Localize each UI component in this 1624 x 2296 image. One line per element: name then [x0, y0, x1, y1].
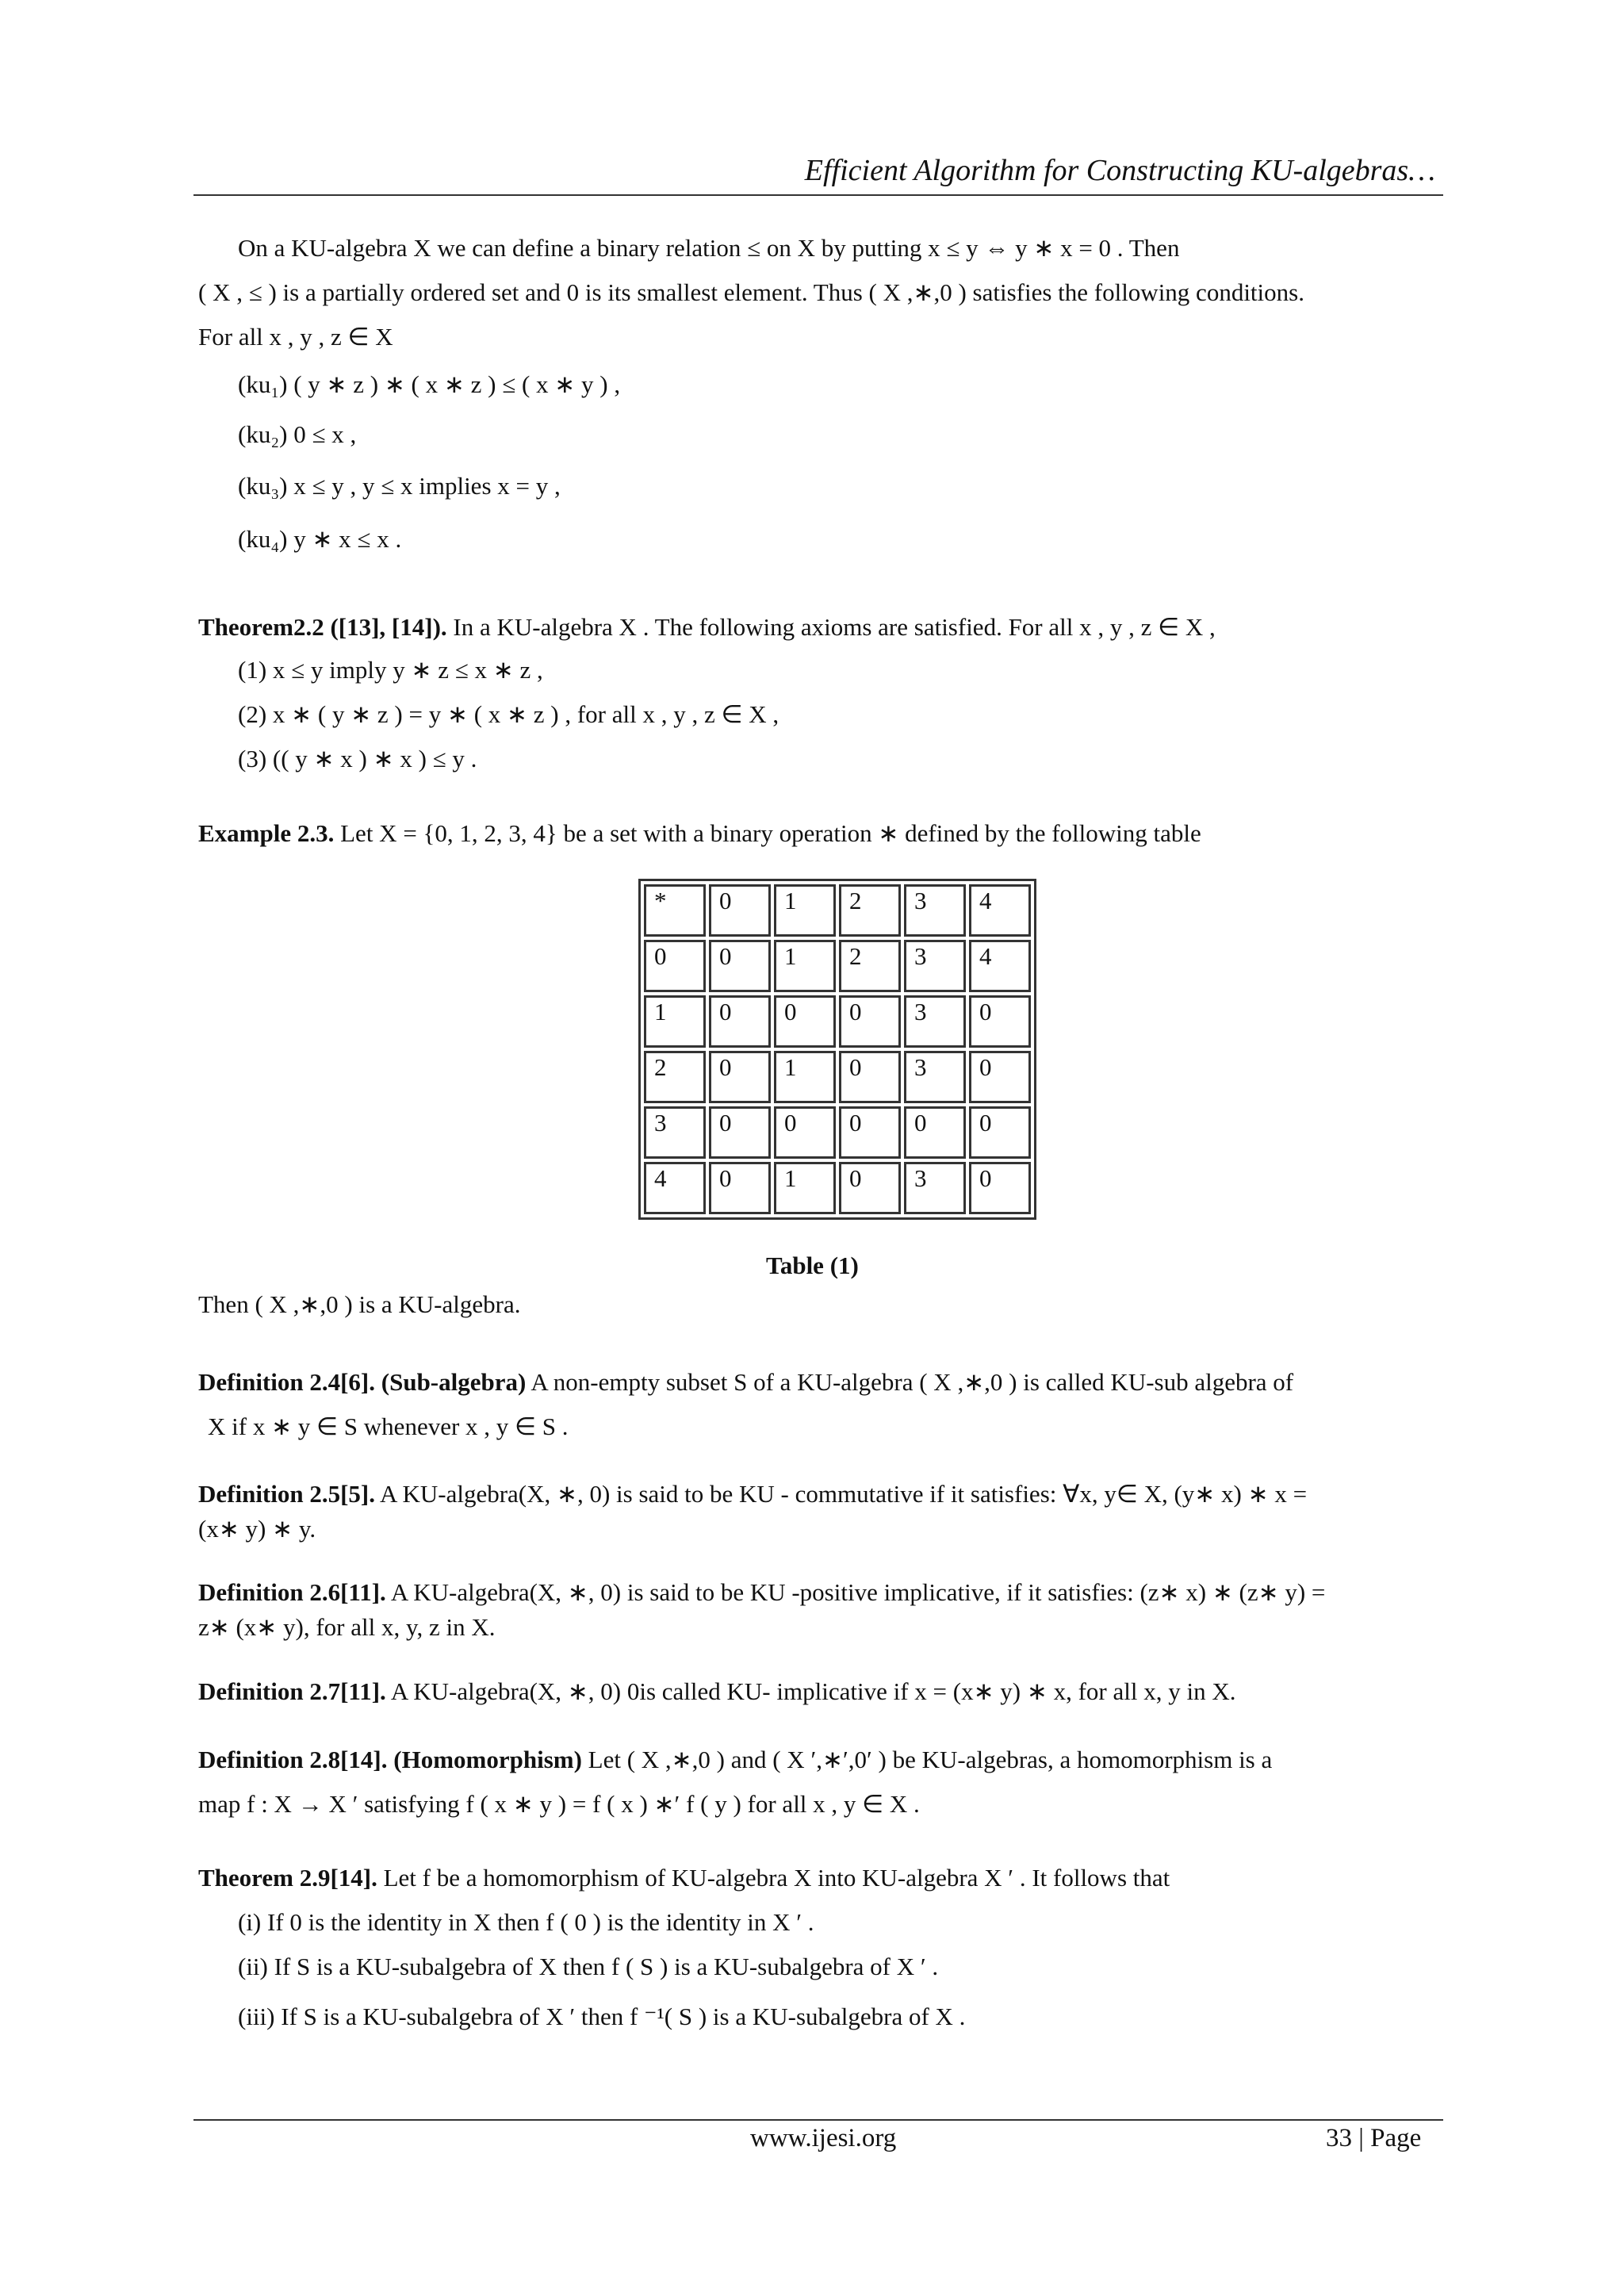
- table-cell: 1: [644, 995, 706, 1048]
- table-cell: 4: [969, 940, 1031, 992]
- definition-2-5-line-2: (x∗ y) ∗ y.: [198, 1515, 316, 1543]
- table-cell: 3: [904, 1162, 966, 1214]
- table-cell: 0: [969, 1162, 1031, 1214]
- table-cell: 2: [644, 1051, 706, 1103]
- table-cell: 0: [839, 1162, 901, 1214]
- theorem-2-9-item-ii: (ii) If S is a KU-subalgebra of X then f ( S ) is a KU-subalgebra of X ′ .: [238, 1953, 939, 1980]
- table-cell: 0: [969, 1051, 1031, 1103]
- theorem-2-9-item-i: (i) If 0 is the identity in X then f ( 0 ) is the identity in X ′ .: [238, 1908, 814, 1936]
- definition-2-5: [198, 1480, 1307, 1508]
- header-rule: [193, 194, 1443, 196]
- definition-2-6-label: Definition 2.6[11].: [198, 1578, 386, 1606]
- table-row: [644, 884, 1031, 937]
- table-cell: 0: [904, 1106, 966, 1159]
- axiom-ku3: (ku₃) x ≤ y , y ≤ x implies x = y ,: [238, 472, 561, 500]
- table-cell: 4: [644, 1162, 706, 1214]
- table-cell: 0: [839, 1051, 901, 1103]
- table-cell: 0: [709, 940, 771, 992]
- table-cell: 0: [709, 1051, 771, 1103]
- table-cell: 1: [774, 1162, 836, 1214]
- definition-2-4-label: Definition 2.4[6]. (Sub-algebra): [198, 1368, 527, 1396]
- theorem-2-2-item-1: (1) x ≤ y imply y ∗ z ≤ x ∗ z ,: [238, 656, 543, 684]
- table-cell: 4: [969, 884, 1031, 937]
- example-2-3-label: Example 2.3.: [198, 819, 335, 847]
- definition-2-4-text: A non-empty subset S of a KU-algebra ( X ,∗,0 ) is called KU-sub algebra of: [526, 1368, 1294, 1396]
- theorem-2-9-item-iii: (iii) If S is a KU-subalgebra of X ′ then f ⁻¹( S ) is a KU-subalgebra of X .: [238, 2003, 966, 2030]
- table-cell: 3: [904, 995, 966, 1048]
- table-cell: 0: [709, 884, 771, 937]
- definition-2-8-label: Definition 2.8[14]. (Homomorphism): [198, 1746, 582, 1773]
- theorem-2-2-item-3: (3) (( y ∗ x ) ∗ x ) ≤ y .: [238, 745, 477, 772]
- axiom-ku2: (ku₂) 0 ≤ x ,: [238, 420, 357, 448]
- axiom-ku4: (ku₄) y ∗ x ≤ x .: [238, 525, 402, 553]
- theorem-2-2-item-2: (2) x ∗ ( y ∗ z ) = y ∗ ( x ∗ z ) , for all x , y , z ∈ X ,: [238, 700, 779, 728]
- intro-line-2: ( X , ≤ ) is a partially ordered set and 0 is its smallest element. Thus ( X ,∗,0 ) satisfies the following conditions.: [198, 278, 1304, 306]
- definition-2-8-line-2: map f : X → X ′ satisfying f ( x ∗ y ) = f ( x ) ∗′ f ( y ) for all x , y ∈ X .: [198, 1790, 920, 1818]
- example-2-3-conclusion: Then ( X ,∗,0 ) is a KU-algebra.: [198, 1290, 521, 1318]
- definition-2-7-text: A KU-algebra(X, ∗, 0) 0is called KU- implicative if x = (x∗ y) ∗ x, for all x, y in X.: [385, 1677, 1236, 1705]
- theorem-2-2: [198, 613, 1216, 642]
- theorem-2-2-text: In a KU-algebra X . The following axioms are satisfied. For all x , y , z ∈ X ,: [446, 613, 1216, 641]
- table-cell: 1: [774, 940, 836, 992]
- axiom-ku1: (ku₁) ( y ∗ z ) ∗ ( x ∗ z ) ≤ ( x ∗ y ) ,: [238, 370, 621, 398]
- example-2-3: [198, 819, 1201, 848]
- definition-2-4: [198, 1368, 1293, 1397]
- table-cell: *: [644, 884, 706, 937]
- table-cell: 1: [774, 884, 836, 937]
- definition-2-7-label: Definition 2.7[11].: [198, 1677, 386, 1705]
- table-cell: 0: [774, 995, 836, 1048]
- intro-line-3: For all x , y , z ∈ X: [198, 323, 393, 351]
- table-cell: 1: [774, 1051, 836, 1103]
- definition-2-5-text: A KU-algebra(X, ∗, 0) is said to be KU - commutative if it satisfies: ∀x, y∈ X, (y∗ x) ∗ x =: [375, 1480, 1308, 1508]
- table-cell: 0: [709, 995, 771, 1048]
- definition-2-4-line-2: X if x ∗ y ∈ S whenever x , y ∈ S .: [208, 1412, 569, 1440]
- table-cell: 0: [709, 1162, 771, 1214]
- footer-url: www.ijesi.org: [750, 2124, 897, 2152]
- footer-page-number: 33 | Page: [1326, 2124, 1422, 2152]
- table-row: [644, 1051, 1031, 1103]
- theorem-2-9-text: Let f be a homomorphism of KU-algebra X into KU-algebra X ′ . It follows that: [377, 1864, 1170, 1892]
- table-row: [644, 995, 1031, 1048]
- table-cell: 3: [904, 1051, 966, 1103]
- operation-table: [638, 879, 1036, 1220]
- table-row: [644, 940, 1031, 992]
- table-cell: 0: [969, 1106, 1031, 1159]
- definition-2-6-line-2: z∗ (x∗ y), for all x, y, z in X.: [198, 1613, 496, 1641]
- table-cell: 0: [839, 995, 901, 1048]
- table-cell: 0: [774, 1106, 836, 1159]
- table-caption: Table (1): [766, 1251, 859, 1279]
- table-cell: 3: [904, 940, 966, 992]
- table-row: [644, 1162, 1031, 1214]
- definition-2-6: [198, 1578, 1325, 1607]
- theorem-2-9-label: Theorem 2.9[14].: [198, 1864, 377, 1892]
- table-cell: 0: [839, 1106, 901, 1159]
- example-2-3-text: Let X = {0, 1, 2, 3, 4} be a set with a binary operation ∗ defined by the following table: [334, 819, 1201, 847]
- definition-2-8-text: Let ( X ,∗,0 ) and ( X ′,∗′,0′ ) be KU-algebras, a homomorphism is a: [581, 1746, 1273, 1773]
- table-cell: 2: [839, 884, 901, 937]
- running-header: Efficient Algorithm for Constructing KU-algebras…: [804, 154, 1435, 187]
- definition-2-5-label: Definition 2.5[5].: [198, 1480, 376, 1508]
- table-cell: 3: [904, 884, 966, 937]
- table-cell: 3: [644, 1106, 706, 1159]
- theorem-2-2-label: Theorem2.2 ([13], [14]).: [198, 613, 447, 641]
- table-cell: 0: [969, 995, 1031, 1048]
- footer-rule: [193, 2119, 1443, 2121]
- definition-2-7: [198, 1677, 1235, 1706]
- definition-2-8: [198, 1746, 1272, 1774]
- table-cell: 0: [644, 940, 706, 992]
- theorem-2-9: [198, 1864, 1170, 1892]
- definition-2-6-text: A KU-algebra(X, ∗, 0) is said to be KU -positive implicative, if it satisfies: (z∗ x) ∗ (z∗ y) =: [385, 1578, 1326, 1606]
- table-cell: 0: [709, 1106, 771, 1159]
- table-row: [644, 1106, 1031, 1159]
- intro-line-1: On a KU-algebra X we can define a binary relation ≤ on X by putting x ≤ y ⇔ y ∗ x = 0 . Then: [238, 234, 1180, 262]
- table-cell: 2: [839, 940, 901, 992]
